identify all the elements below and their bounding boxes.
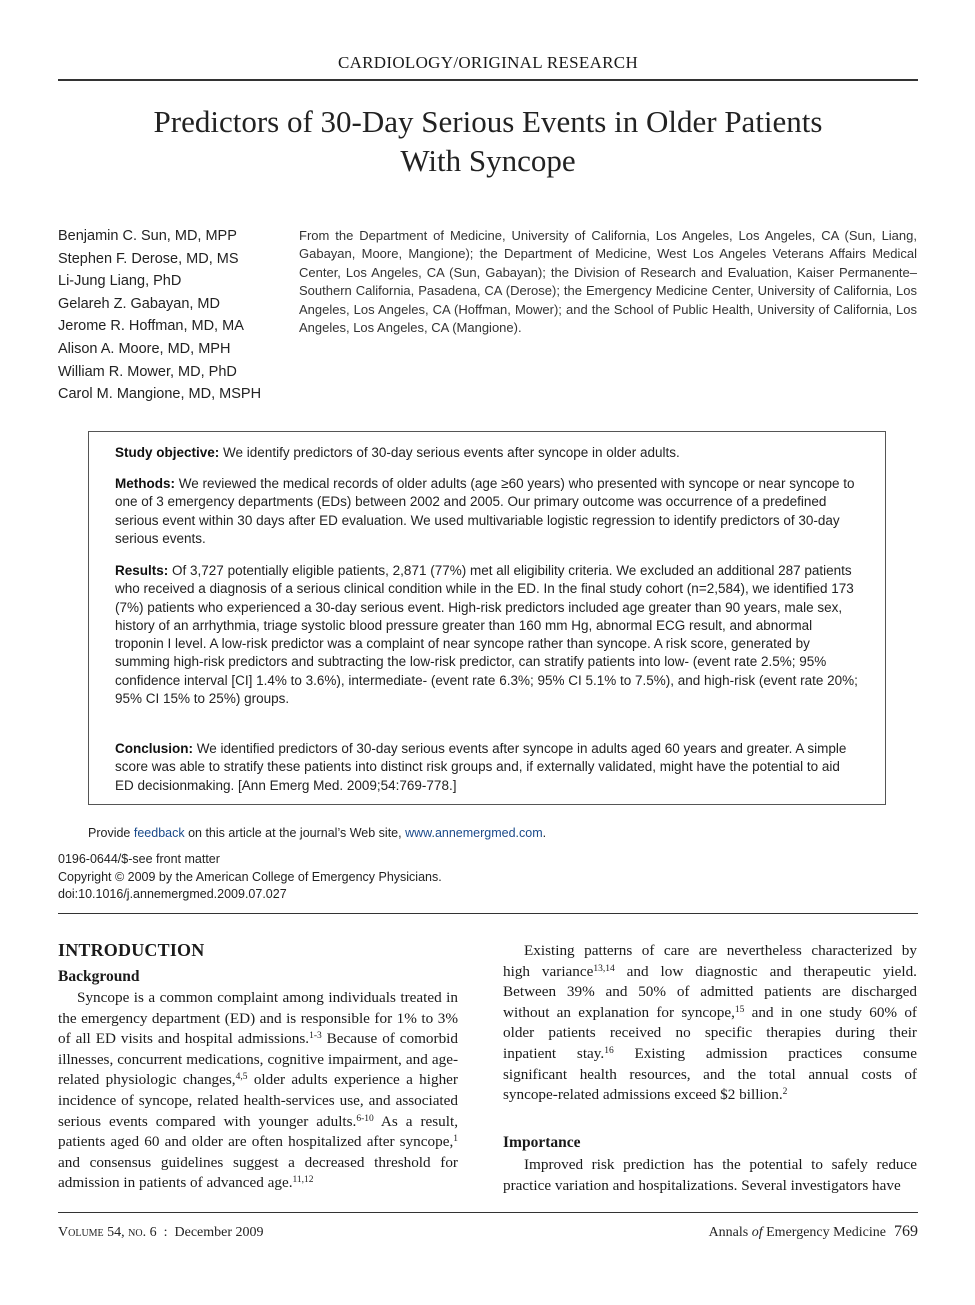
text-line <box>503 941 917 962</box>
methods-text: We reviewed the medical records of older adults (age ≥60 years) who presented with syncope or near syncope to one of 3 emergency departments (EDs) between 2002 and 2005. Our primary outcome was occurrence of a predefined serious event within 30 days after ED evaluation. We used multivariable logistic regression to identify predictors of 30-day serious events. <box>115 476 855 546</box>
text-line <box>58 1029 458 1050</box>
feedback-middle: on this article at the journal’s Web site, <box>184 826 406 840</box>
line-text-continued: and low diagnostic and therapeutic yield. <box>614 962 917 980</box>
line-text: the emergency department (ED) and is responsible for 1% to 3% <box>58 1009 458 1027</box>
conclusion-text: We identified predictors of 30-day serious events after syncope in adults aged 60 years and greater. A simple score was able to stratify these patients into distinct risk groups and, if externally validated, might have the potential to aid ED decisionmaking. [Ann Emerg Med. 2009;54:769-778.] <box>115 741 847 793</box>
feedback-link[interactable]: feedback <box>133 826 185 840</box>
line-text: Syncope is a common complaint among individuals treated in <box>77 989 458 1006</box>
journal-prefix: Annals <box>708 1225 752 1240</box>
journal-suffix: Emergency Medicine <box>762 1225 886 1240</box>
line-text: serious events compared with younger adults. <box>58 1112 357 1130</box>
text-line <box>503 1003 917 1024</box>
author-name: Benjamin C. Sun, MD, MPP <box>58 228 237 244</box>
importance-heading: Importance <box>503 1134 581 1151</box>
line-text: Between 39% and 50% of admitted patients are discharged <box>503 983 917 1001</box>
text-line <box>503 982 917 1003</box>
text-line <box>58 1132 458 1153</box>
author-list <box>58 225 288 406</box>
text-line <box>503 1085 917 1106</box>
line-text-continued: As a result, <box>373 1112 458 1130</box>
text-line <box>58 1173 458 1194</box>
affiliation: From the Department of Medicine, University of California, Los Angeles, Los Angeles, CA (Sun, Liang, Gabayan, Moore, Mangione); the Department of Medicine, West Los Angeles Veterans Affairs Medical Center, Los Angeles, CA (Sun, Gabayan); the Division of Research and Evaluation, Kaiser Permanente–Southern California, Pasadena, CA (Derose); the Emergency Medicine Center, University of California, Los Angeles, Los Angeles, CA (Hoffman, Mower); and the School of Public Health, University of California, Los Angeles, Los Angeles, CA (Mangione). <box>299 228 917 336</box>
results-label: Results: <box>115 563 169 578</box>
footer-rule <box>58 1212 918 1213</box>
author-name: Alison A. Moore, MD, MPH <box>58 340 231 357</box>
author-name: Stephen F. Derose, MD, MS <box>58 250 239 267</box>
text-line <box>503 1065 917 1086</box>
results-text: Of 3,727 potentially eligible patients, 2,871 (77%) met all eligibility criteria. We excluded an additional 287 patients who received a diagnosis of a serious clinical condition while in the ED. In the final study cohort (n=2,584), we identified 173 (7%) patients who experienced a 30-day serious event. High-risk predictors included age greater than 90 years, male sex, history of an arrhythmia, triage systolic blood pressure greater than 160 mm Hg, abnormal ECG result, and abnormal troponin I level. A low-risk predictor was a complaint of near syncope rather than syncope. A risk score, generated by summing high-risk predictors and subtracting the low-risk predictor, can stratify patients into low- (event rate 2.5%; 95% confidence interval [CI] 1.4% to 3.6%), intermediate- (event rate 6.3%; 95% CI 5.1% to 7.5%), and high-risk (event rate 20%; 95% CI 15% to 25%) groups. <box>115 563 858 707</box>
line-text: illnesses, concurrent medications, cognitive impairment, and age- <box>58 1050 458 1068</box>
footer-separator: : <box>163 1225 168 1240</box>
title-line-1: Predictors of 30-Day Serious Events in Older Patients <box>153 104 823 139</box>
feedback-suffix: . <box>542 826 547 840</box>
citation-reference[interactable]: 15 <box>734 1004 745 1015</box>
methods-label: Methods: <box>115 476 175 491</box>
front-matter-rule <box>58 913 918 914</box>
line-text: significant health resources, and the total annual costs of <box>503 1065 917 1083</box>
line-text: Existing patterns of care are nevertheless characterized by <box>524 942 917 959</box>
author-name: William R. Mower, MD, PhD <box>58 363 237 380</box>
copyright-block <box>58 851 442 904</box>
title-line-2: With Syncope <box>400 143 576 178</box>
citation-reference[interactable]: 13,14 <box>593 963 615 974</box>
line-text: admission in patients of advanced age. <box>58 1174 293 1192</box>
author-name: Jerome R. Hoffman, MD, MA <box>58 318 244 335</box>
citation-reference[interactable]: 4,5 <box>235 1072 248 1083</box>
feedback-prefix: Provide <box>88 826 134 840</box>
citation-reference[interactable]: 11,12 <box>292 1175 314 1186</box>
issn-line: 0196-0644/$-see front matter <box>58 852 220 866</box>
article-title <box>58 102 918 180</box>
line-text: older patients received no specific therapies during their <box>503 1024 917 1042</box>
right-column-text <box>503 941 917 1106</box>
doi-line: doi:10.1016/j.annemergmed.2009.07.027 <box>58 887 287 901</box>
conclusion-label: Conclusion: <box>115 741 193 756</box>
journal-of: of <box>751 1225 763 1240</box>
citation-reference[interactable]: 16 <box>604 1045 614 1056</box>
text-line <box>503 1176 917 1197</box>
text-line <box>58 1009 458 1030</box>
footer-date: December 2009 <box>174 1225 264 1240</box>
abstract-conclusion <box>115 740 861 795</box>
text-line <box>503 1023 917 1044</box>
line-text: syncope-related admissions exceed $2 billion. <box>503 1086 783 1104</box>
line-text: high variance <box>503 962 594 980</box>
objective-text: We identify predictors of 30-day serious events after syncope in older adults. <box>223 445 680 460</box>
line-text: patients aged 60 and older are often hospitalized after syncope, <box>58 1133 454 1151</box>
text-line <box>58 1091 458 1112</box>
author-name: Gelareh Z. Gabayan, MD <box>58 295 220 312</box>
text-line <box>503 1044 917 1065</box>
introduction-heading: INTRODUCTION <box>58 940 205 960</box>
left-column-text <box>58 988 458 1194</box>
feedback-line <box>88 826 546 840</box>
line-text: inpatient stay. <box>503 1044 605 1062</box>
citation-reference[interactable]: 1-3 <box>309 1031 322 1042</box>
text-line <box>503 962 917 983</box>
text-line <box>503 1155 917 1176</box>
line-text: incidence of syncope, related health-services use, and associated <box>58 1091 458 1109</box>
citation-reference[interactable]: 6-10 <box>356 1113 374 1124</box>
author-name: Carol M. Mangione, MD, MSPH <box>58 386 262 403</box>
text-line <box>58 1070 458 1091</box>
line-text: of all ED visits and hospital admissions. <box>58 1030 310 1048</box>
footer-journal <box>709 1223 918 1241</box>
line-text: related physiologic changes, <box>58 1071 236 1089</box>
footer-issue <box>58 1225 264 1241</box>
text-line <box>58 1153 458 1174</box>
line-text: without an explanation for syncope, <box>503 1003 735 1021</box>
line-text: and consensus guidelines suggest a decreased threshold for <box>58 1153 458 1171</box>
importance-text <box>503 1155 917 1196</box>
line-text: practice variation and hospitalizations. Several investigators have <box>503 1176 901 1194</box>
text-line <box>58 1112 458 1133</box>
abstract-objective <box>115 444 861 462</box>
text-line <box>58 1050 458 1071</box>
footer-volume: Volume 54, no. 6 <box>58 1225 157 1240</box>
line-text-continued: older adults experience a higher <box>247 1071 458 1089</box>
page-number: 769 <box>894 1223 918 1240</box>
journal-website-link[interactable]: www.annemergmed.com <box>405 826 543 840</box>
header-rule <box>58 79 918 81</box>
section-label: CARDIOLOGY/ORIGINAL RESEARCH <box>337 53 639 72</box>
abstract-methods <box>115 475 861 548</box>
abstract-box <box>88 431 886 805</box>
line-text-continued: Because of comorbid <box>321 1030 458 1048</box>
line-text-continued: Existing admission practices consume <box>613 1044 917 1062</box>
copyright-line: Copyright © 2009 by the American College of Emergency Physicians. <box>58 869 442 884</box>
background-heading: Background <box>58 968 140 985</box>
line-text: Improved risk prediction has the potential to safely reduce <box>524 1156 917 1173</box>
abstract-results <box>115 562 861 708</box>
citation-reference[interactable]: 1 <box>453 1134 458 1145</box>
line-text-continued: and in one study 60% of <box>744 1003 917 1021</box>
author-name: Li-Jung Liang, PhD <box>58 273 182 290</box>
citation-reference[interactable]: 2 <box>782 1087 788 1098</box>
objective-label: Study objective: <box>115 445 220 460</box>
text-line <box>58 988 458 1009</box>
